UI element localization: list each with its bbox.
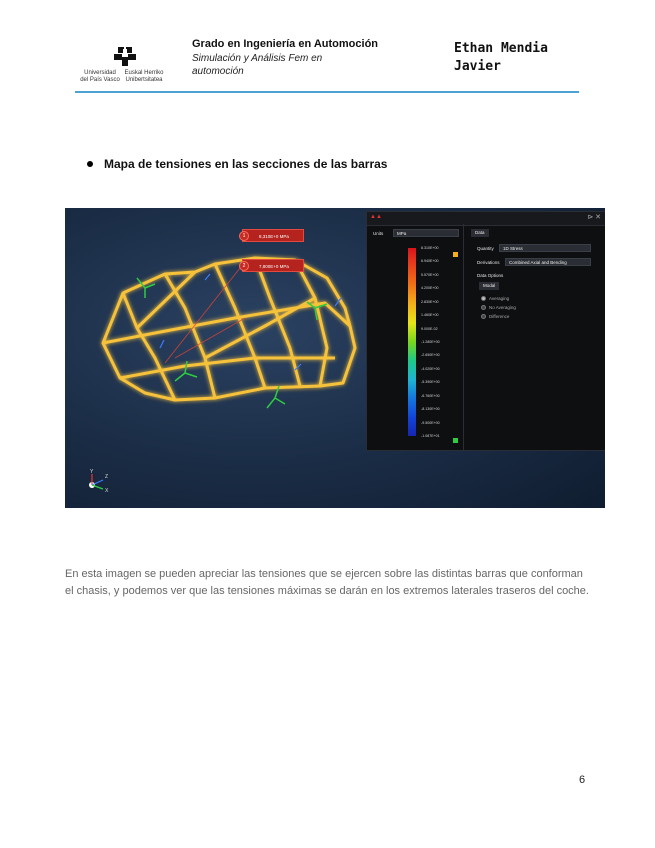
upv-ehu-logo-icon xyxy=(110,45,140,67)
color-scale-bar xyxy=(408,248,416,436)
header-rule xyxy=(75,91,579,93)
logo-caption-left: Universidad del País Vasco xyxy=(80,70,120,83)
scale-tick-label: 6.940E+00 xyxy=(421,259,439,264)
course-title: Grado en Ingeniería en Automoción xyxy=(192,38,379,50)
panel-header xyxy=(367,212,605,226)
radio-averaging[interactable]: Averaging xyxy=(481,296,509,301)
axis-x-label: X xyxy=(105,488,109,494)
radio-difference[interactable]: Difference xyxy=(481,314,509,319)
scale-marker-icon xyxy=(453,252,458,257)
university-logo xyxy=(80,42,178,88)
results-panel xyxy=(366,211,605,451)
quantity-select[interactable]: 1D Stress xyxy=(499,244,591,252)
body-paragraph: En esta imagen se pueden apreciar las tensiones que se ejercen sobre las distintas barras que conforman el chasis, y podemos ver que las tensiones máximas se darán en los extremos laterales traseros del coche. xyxy=(65,568,589,597)
radio-no-averaging[interactable]: No Averaging xyxy=(481,305,516,310)
app-icon: ▲▲ xyxy=(370,214,382,220)
panel-close-icon[interactable]: ⊳ ✕ xyxy=(587,214,601,221)
author-name: Ethan Mendia Javier xyxy=(454,41,548,74)
scale-tick-label: 5.570E+00 xyxy=(421,272,439,277)
callout-text: 8,310E+0 MPa xyxy=(259,234,289,239)
derivations-label: Derivations xyxy=(477,260,500,265)
scale-tick-label: 1.460E+00 xyxy=(421,313,439,318)
axis-y-label: Y xyxy=(90,469,94,475)
stress-callout-1 xyxy=(242,229,304,242)
scale-tick-label: -4.020E+00 xyxy=(421,366,440,371)
scale-tick-label: -5.390E+00 xyxy=(421,380,440,385)
scale-tick-label: -1.280E+00 xyxy=(421,340,440,344)
tab-data[interactable]: Data xyxy=(471,229,489,237)
bullet-icon xyxy=(87,161,93,167)
page-number: 6 xyxy=(579,774,586,786)
callout-text: 7,800E+0 MPa xyxy=(259,264,289,269)
scale-tick-label: 8.310E+00 xyxy=(421,246,439,250)
tab-modal[interactable]: Modal xyxy=(479,282,499,290)
logo-caption-right: Euskal Herriko Unibertsitatea xyxy=(124,70,164,83)
scale-tick-label: -6.760E+00 xyxy=(421,393,440,398)
scale-tick-label: 9.000E-02 xyxy=(421,326,438,331)
quantity-label: Quantity xyxy=(477,246,494,251)
scale-tick-label: -2.650E+00 xyxy=(421,353,440,358)
fem-screenshot xyxy=(65,208,605,508)
stress-callout-2 xyxy=(242,259,304,272)
scale-tick-label: 2.830E+00 xyxy=(421,299,439,304)
chassis-frame xyxy=(103,258,355,400)
data-options-label: Data Options xyxy=(477,273,504,278)
derivations-select[interactable]: Combined Axial and Bending xyxy=(505,258,591,266)
scale-marker-icon xyxy=(453,438,458,443)
axis-z-label: Z xyxy=(105,474,109,480)
callout-number: 1 xyxy=(239,231,249,241)
scale-tick-label: -8.130E+00 xyxy=(421,407,440,412)
callout-number: 2 xyxy=(239,261,249,271)
axis-triad xyxy=(89,474,103,489)
scale-tick-label: -9.500E+00 xyxy=(421,420,440,425)
units-label: Units xyxy=(373,231,384,236)
scale-tick-label: 4.200E+00 xyxy=(421,286,439,291)
scale-tick-label: -1.087E+01 xyxy=(421,434,440,438)
section-heading: Mapa de tensiones en las secciones de las barras xyxy=(104,157,388,171)
subject-title: Simulación y Análisis Fem en automoción xyxy=(192,53,323,77)
units-select[interactable]: MPa xyxy=(393,229,459,237)
